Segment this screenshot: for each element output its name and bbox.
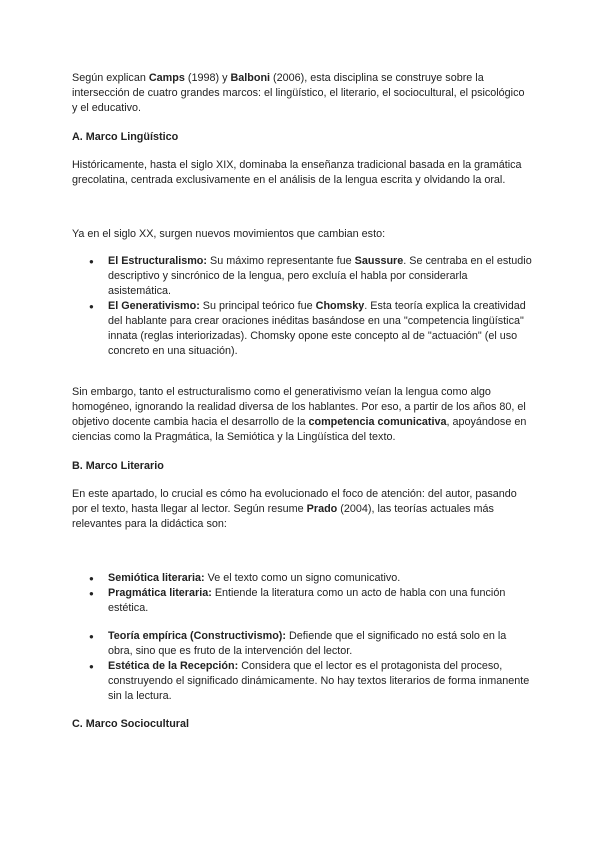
list-item: ● El Estructuralismo: Su máximo representante fue Saussure. Se centraba en el estudio descriptivo y sincrónico de la lengua, pero excluía el habla por considerarla asistemática. — [72, 254, 532, 299]
section-a-paragraph-3: Sin embargo, tanto el estructuralismo como el generativismo veían la lengua como algo homogéneo, ignorando la realidad diversa de los hablantes. Por eso, a partir de los años 80, el objetivo docente cambia hacia el desarrollo de la competencia comunicativa, apoyándose en ciencias como la Pragmática, la Semiótica y la Lingüística del texto. — [72, 386, 527, 443]
list-item: ● Estética de la Recepción: Considera que el lector es el protagonista del proceso, construyendo el significado dinámicamente. No hay textos literarios de forma inmanente sin la lectura. — [72, 659, 532, 704]
section-c-heading: C. Marco Sociocultural — [72, 718, 189, 730]
section-b-paragraph-1: En este apartado, lo crucial es cómo ha evolucionado el foco de atención: del autor, pasando por el texto, hasta llegar al lector. Según resume Prado (2004), las teorías actuales más relevantes para la didáctica son: — [72, 488, 517, 530]
section-a-paragraph-1: Históricamente, hasta el siglo XIX, dominaba la enseñanza tradicional basada en la gramática grecolatina, centrada exclusivamente en el análisis de la lengua escrita y olvidando la oral. — [72, 159, 522, 186]
section-a-paragraph-2: Ya en el siglo XX, surgen nuevos movimientos que cambian esto: — [72, 228, 386, 240]
section-a-bullet-list — [72, 254, 532, 359]
section-b-heading: B. Marco Literario — [72, 460, 164, 472]
list-item: ● Teoría empírica (Constructivismo): Defiende que el significado no está solo en la obra, sino que es fruto de la intervención del lector. — [72, 629, 532, 659]
list-item: ● El Generativismo: Su principal teórico fue Chomsky. Esta teoría explica la creatividad del hablante para crear oraciones inéditas basándose en una "competencia lingüística" innata (reglas interiorizadas). Chomsky opone este concepto al de "actuación" (el uso concreto en una situación). — [72, 299, 532, 359]
document-body — [72, 71, 532, 732]
list-item: ● Pragmática literaria: Entiende la literatura como un acto de habla con una función estética. — [72, 586, 532, 616]
list-item: ● Semiótica literaria: Ve el texto como un signo comunicativo. — [72, 571, 532, 586]
intro-paragraph: Según explican Camps (1998) y Balboni (2006), esta disciplina se construye sobre la intersección de cuatro grandes marcos: el lingüístico, el literario, el sociocultural, el psicológico y el educativo. — [72, 72, 525, 114]
section-b-bullet-list-1 — [72, 571, 532, 616]
section-a-heading: A. Marco Lingüístico — [72, 131, 179, 143]
section-b-bullet-list-2 — [72, 629, 532, 704]
